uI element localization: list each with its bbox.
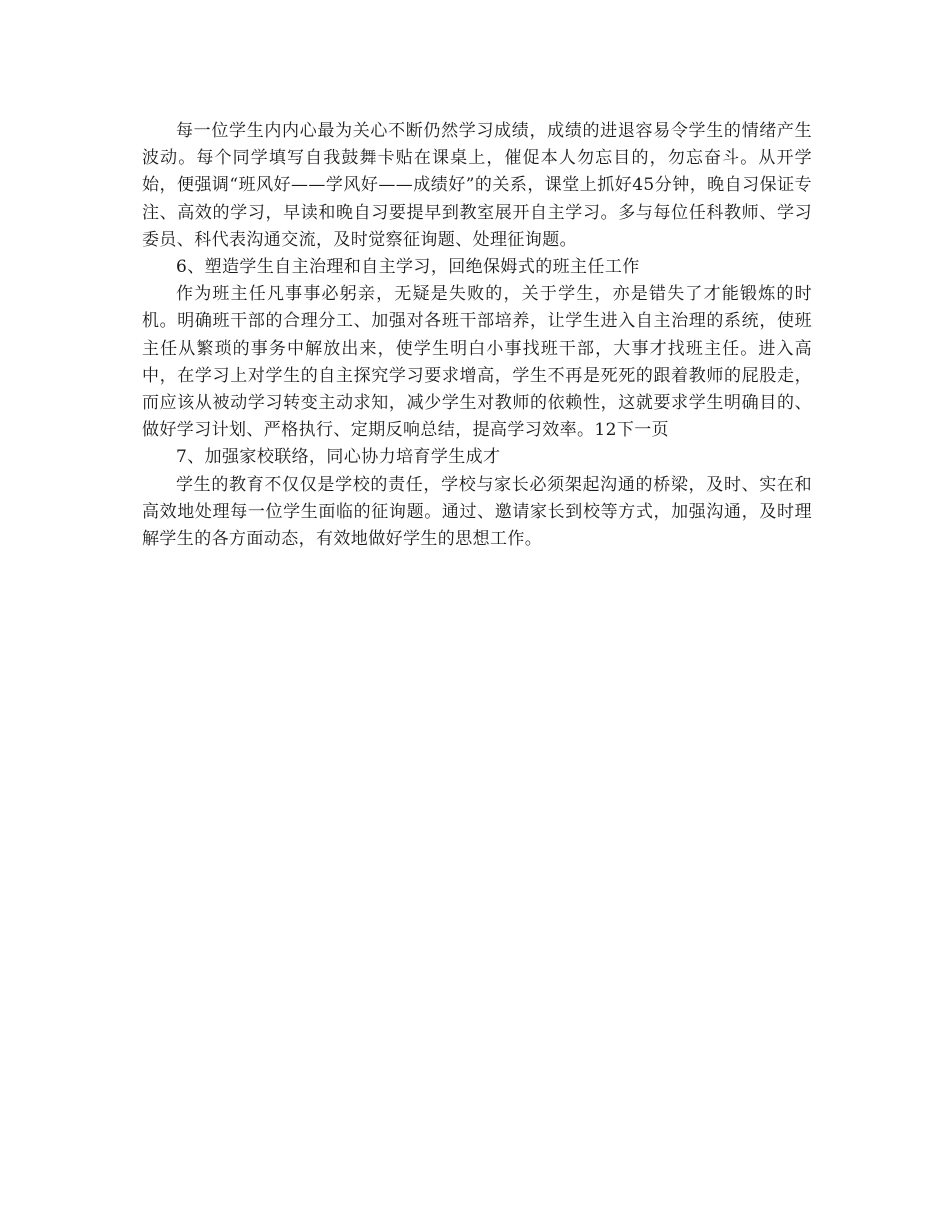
paragraph-home-school: 学生的教育不仅仅是学校的责任，学校与家长必须架起沟通的桥梁，及时、实在和高效地处理每一位学生面临的征询题。通过、邀请家长到校等方式，加强沟通，及时理解学生的各方面动态，有效地做好学生的思想工作。 — [142, 474, 812, 550]
paragraph-self-management: 作为班主任凡事事必躬亲，无疑是失败的，关于学生，亦是错失了才能锻炼的时机。明确班干部的合理分工、加强对各班干部培养，让学生进入自主治理的系统，使班主任从繁琐的事务中解放出来，使学生明白小事找班干部，大事才找班主任。进入高中，在学习上对学生的自主探究学习要求增高，学生不再是死死的跟着教师的屁股走，而应该从被动学习转变主动求知，减少学生对教师的依赖性，这就要求学生明确目的、做好学习计划、严格执行、定期反响总结，提高学习效率。12下一页 — [142, 284, 812, 441]
section-heading-7: 7、加强家校联络，同心协力培育学生成才 — [176, 447, 501, 468]
document-body — [142, 118, 812, 553]
paragraph-study-grades: 每一位学生内内心最为关心不断仍然学习成绩，成绩的进退容易令学生的情绪产生波动。每个同学填写自我鼓舞卡贴在课桌上，催促本人勿忘目的，勿忘奋斗。从开学始，便强调“班风好——学风好——成绩好”的关系，课堂上抓好45分钟，晚自习保证专注、高效的学习，早读和晚自习要提早到教室展开自主学习。多与每位任科教师、学习委员、科代表沟通交流，及时觉察征询题、处理征询题。 — [142, 121, 812, 250]
section-heading-6: 6、塑造学生自主治理和自主学习，回绝保姆式的班主任工作 — [176, 257, 640, 278]
